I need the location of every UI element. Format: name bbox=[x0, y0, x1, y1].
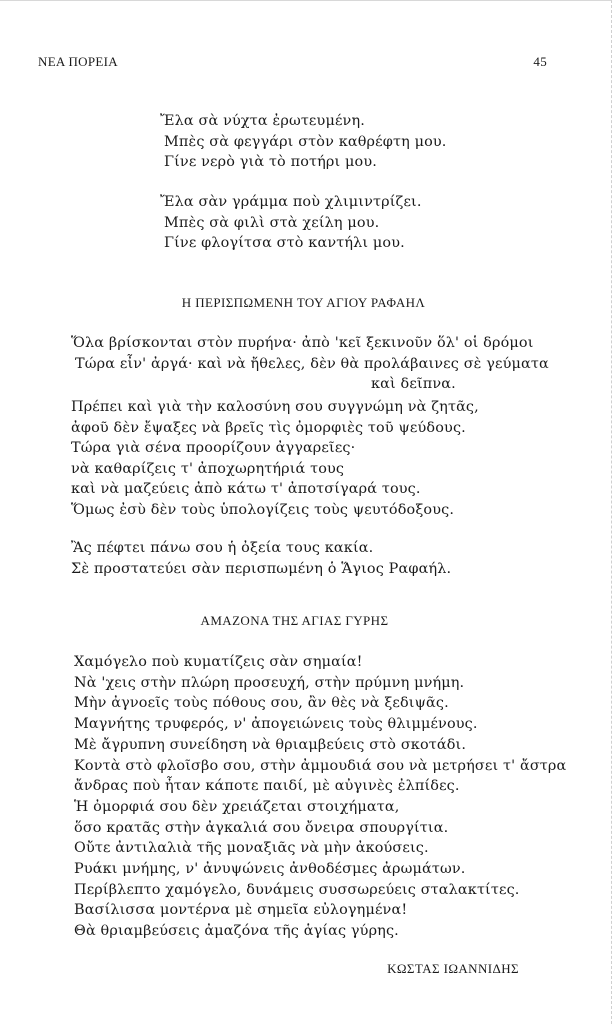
verse-line: καὶ νὰ μαζεύεις ἀπὸ κάτω τ' ἀποτσίγαρά τους. bbox=[71, 481, 421, 498]
verse-line: Γίνε φλογίτσα στὸ καντήλι μου. bbox=[164, 235, 405, 252]
verse-line: Κοντὰ στὸ φλοῖσβο σου, στὴν ἀμμουδιά σου νὰ μετρήσει τ' ἄστρα bbox=[74, 757, 567, 774]
verse-line: ὅσο κρατᾶς στὴν ἀγκαλιά σου ὄνειρα σπουργίτια. bbox=[74, 819, 449, 836]
verse-line: Θὰ θριαμβεύσεις ἀμαζόνα τῆς ἁγίας γύρης. bbox=[74, 923, 399, 940]
poem-stanza bbox=[160, 192, 422, 254]
verse-line: Ὅμως ἐσὺ δὲν τοὺς ὑπολογίζεις τοὺς ψευτόδοξους. bbox=[71, 501, 455, 518]
verse-line: Σὲ προστατεύει σὰν περισπωμένη ὁ Ἅγιος Ραφαήλ. bbox=[71, 560, 452, 577]
poem-stanza bbox=[74, 652, 566, 942]
author-signature: ΚΩΣΤΑΣ ΙΩΑΝΝΙΔΗΣ bbox=[387, 961, 519, 976]
verse-line: Ἂς πέφτει πάνω σου ἡ ὀξεία τους κακία. bbox=[71, 540, 374, 556]
verse-line: Ἔλα σὰ νύχτα ἐρωτευμένη. bbox=[160, 113, 365, 129]
verse-line: Πρέπει καὶ γιὰ τὴν καλοσύνη σου συγγνώμη νὰ ζητᾶς, bbox=[71, 399, 479, 415]
verse-line: Γίνε νερὸ γιὰ τὸ ποτήρι μου. bbox=[164, 154, 377, 171]
verse-line: Μὲ ἄγρυπνη συνείδηση νὰ θριαμβεύεις στὸ σκοτάδι. bbox=[74, 736, 467, 753]
verse-line: Τώρα εἶν' ἀργά· καὶ νὰ ἤθελες, δὲν θὰ προλάβαινες σὲ γεύματα bbox=[75, 355, 549, 372]
poem-stanza bbox=[71, 333, 549, 395]
verse-line: Περίβλεπτο χαμόγελο, δυνάμεις συσσωρεύεις σταλακτίτες. bbox=[74, 881, 520, 898]
verse-line: Ρυάκι μνήμης, ν' ἀνυψώνεις ἀνθοδέσμες ἀρωμάτων. bbox=[74, 861, 466, 878]
poem-stanza bbox=[71, 397, 479, 521]
verse-line: ἀφοῦ δὲν ἔψαξες νὰ βρεῖς τὶς ὀμορφιὲς τοῦ ψεύδους. bbox=[71, 419, 466, 436]
verse-line: Μπὲς σὰ φιλὶ στὰ χείλη μου. bbox=[164, 214, 380, 231]
page-number: 45 bbox=[533, 54, 547, 69]
verse-line: νὰ καθαρίζεις τ' ἀποχωρητήριά τους bbox=[71, 460, 345, 477]
verse-line: Μὴν ἀγνοεῖς τοὺς πόθους σου, ἂν θὲς νὰ ξεδιψᾶς. bbox=[74, 695, 449, 712]
verse-line: Χαμόγελο ποὺ κυματίζεις σὰν σημαία! bbox=[74, 654, 363, 670]
poem-stanza bbox=[71, 538, 451, 579]
verse-line: Οὔτε ἀντιλαλιὰ τῆς μοναξιᾶς νὰ μὴν ἀκούσεις. bbox=[74, 840, 429, 857]
verse-line: Μπὲς σὰ φεγγάρι στὸν καθρέφτη μου. bbox=[164, 133, 447, 150]
verse-line: Νὰ 'χεις στὴν πλώρη προσευχή, στὴν πρύμνη μνήμη. bbox=[74, 674, 465, 691]
verse-line: ἄνδρας ποὺ ἦταν κάποτε παιδί, μὲ αὐγινὲς ἐλπίδες. bbox=[74, 778, 460, 795]
verse-line-continuation: καὶ δεῖπνα. bbox=[371, 376, 456, 393]
journal-title: ΝΕΑ ΠΟΡΕΙΑ bbox=[38, 54, 118, 69]
verse-line: Μαγνήτης τρυφερός, ν' ἀπογειώνεις τοὺς θλιμμένους. bbox=[74, 716, 478, 733]
verse-line: Ἔλα σὰν γράμμα ποὺ χλιμιντρίζει. bbox=[160, 194, 422, 210]
poem-title: ΑΜΑΖΟΝΑ ΤΗΣ ΑΓΙΑΣ ΓΥΡΗΣ bbox=[200, 613, 389, 628]
verse-line: Ἡ ὀμορφιά σου δὲν χρειάζεται στοιχήματα, bbox=[74, 798, 400, 815]
poem-stanza bbox=[160, 111, 447, 173]
verse-line: Ὅλα βρίσκονται στὸν πυρήνα· ἀπὸ 'κεῖ ξεκινοῦν ὅλ' οἱ δρόμοι bbox=[71, 335, 534, 351]
poem-title: Η ΠΕΡΙΣΠΩΜΕΝΗ ΤΟΥ ΑΓΙΟΥ ΡΑΦΑΗΛ bbox=[181, 295, 426, 310]
verse-line: Τώρα γιὰ σένα προορίζουν ἀγγαρεῖες· bbox=[71, 440, 356, 457]
verse-line: Βασίλισσα μοντέρνα μὲ σημεῖα εὐλογημένα! bbox=[74, 902, 408, 919]
